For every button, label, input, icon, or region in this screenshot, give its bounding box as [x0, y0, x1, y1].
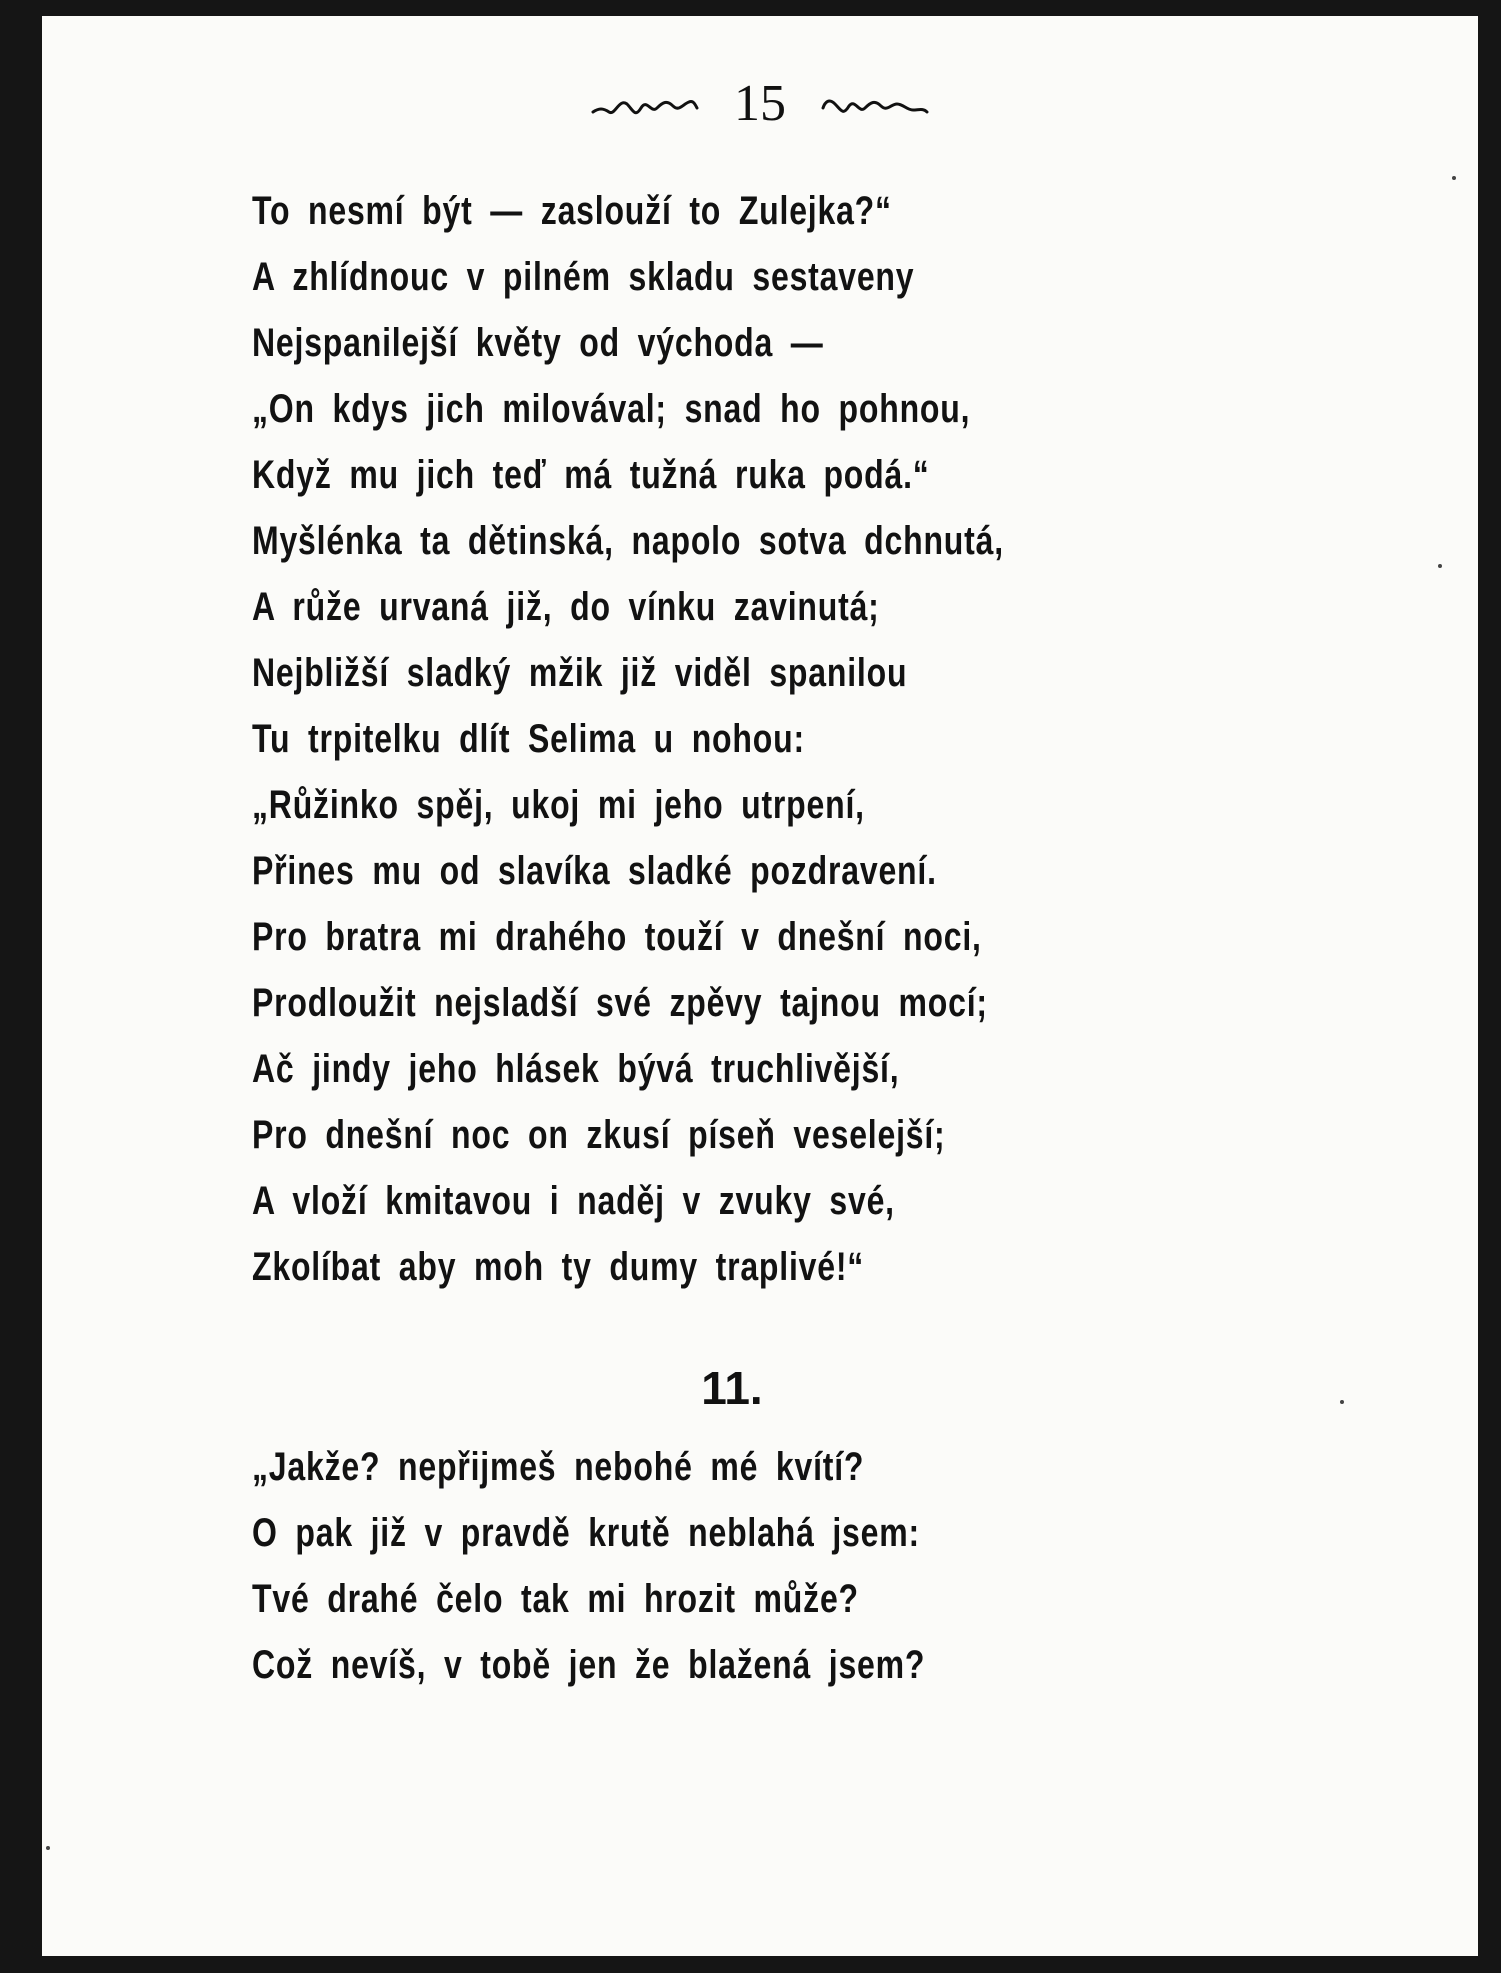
print-speck	[1340, 1400, 1344, 1404]
verse-line: Nejbližší sladký mžik již viděl spanilou	[252, 651, 908, 695]
verse-line: Tvé drahé čelo tak mi hrozit může?	[252, 1577, 859, 1621]
left-wave-ornament-icon	[591, 94, 699, 122]
stanza-one	[252, 178, 1432, 1300]
verse-line: Prodloužit nejsladší své zpěvy tajnou mocí;	[252, 981, 988, 1025]
section-number: 11.	[701, 1362, 763, 1414]
verse-line: Když mu jich teď má tužná ruka podá.“	[252, 453, 930, 497]
verse-line: Myšlénka ta dětinská, napolo sotva dchnutá,	[252, 519, 1004, 563]
verse-line: Ač jindy jeho hlásek bývá truchlivější,	[252, 1047, 900, 1091]
stanza-two	[252, 1434, 1432, 1698]
verse-line: A růže urvaná již, do vínku zavinutá;	[252, 585, 880, 629]
verse-line: Nejspanilejší květy od východa —	[252, 321, 824, 365]
verse-line: „Růžinko spěj, ukoj mi jeho utrpení,	[252, 783, 865, 827]
print-speck	[46, 1846, 50, 1850]
verse-line: Pro bratra mi drahého touží v dnešní noci,	[252, 915, 982, 959]
print-speck	[1438, 564, 1442, 568]
page-number: 15	[734, 75, 786, 132]
verse-line: O pak již v pravdě krutě neblahá jsem:	[252, 1511, 920, 1555]
verse-line: Což nevíš, v tobě jen že blažená jsem?	[252, 1643, 926, 1687]
verse-line: Přines mu od slavíka sladké pozdravení.	[252, 849, 937, 893]
verse-line: A vloží kmitavou i naděj v zvuky své,	[252, 1179, 895, 1223]
verse-line: „Jakže? nepřijmeš nebohé mé kvítí?	[252, 1445, 865, 1489]
verse-line: „On kdys jich milovával; snad ho pohnou,	[252, 387, 971, 431]
verse-line: A zhlídnouc v pilném skladu sestaveny	[252, 255, 915, 299]
verse-line: Tu trpitelku dlít Selima u nohou:	[252, 717, 805, 761]
print-speck	[1452, 176, 1456, 180]
page-header	[42, 74, 1478, 133]
right-wave-ornament-icon	[821, 94, 929, 122]
verse-line: To nesmí být — zaslouží to Zulejka?“	[252, 189, 892, 233]
verse-line: Pro dnešní noc on zkusí píseň veselejší;	[252, 1113, 946, 1157]
book-page	[42, 16, 1478, 1956]
verse-line: Zkolíbat aby moh ty dumy traplivé!“	[252, 1245, 865, 1289]
